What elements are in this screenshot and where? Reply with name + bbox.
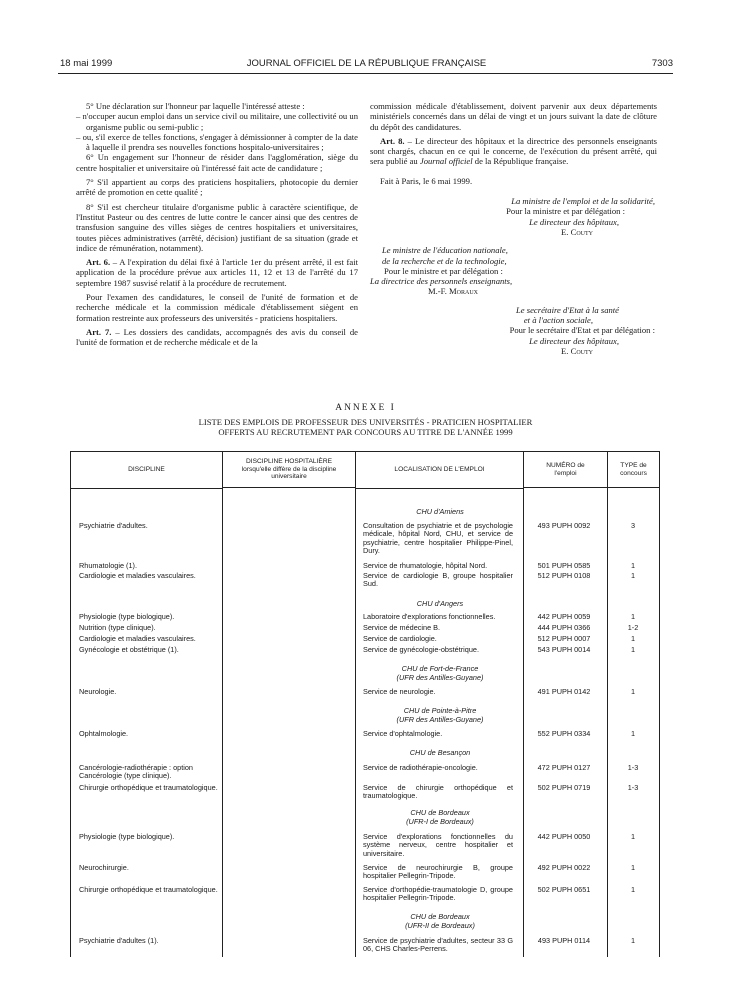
cell-localisation: Consultation de psychiatrie et de psychologie médicale, hôpital Nord, CHU, et service de psychiatrie, centre hospitalier Philippe-Pinel, Dury. bbox=[363, 521, 513, 555]
signature-line: et à l'action sociale, bbox=[523, 315, 593, 326]
cell-numero: 472 PUPH 0127 bbox=[537, 763, 591, 772]
chu-label: CHU de Fort-de-France bbox=[401, 664, 479, 673]
cell-localisation: Service de neurochirurgie B, groupe hospitalier Pellegrin-Tripode. bbox=[363, 863, 513, 881]
paragraph: – Le directeur des hôpitaux et la directrice des personnels enseignants sont chargés, chacun en ce qui le concerne, de l'exécution du présent arrêté, qui sera publié au bbox=[370, 135, 657, 167]
cell-type: 1 bbox=[630, 832, 636, 841]
cell-discipline: Physiologie (type biologique). bbox=[79, 832, 175, 841]
cell-type: 1-3 bbox=[627, 783, 639, 792]
cell-localisation: Service de cardiologie. bbox=[363, 634, 437, 643]
cell-type: 1 bbox=[630, 936, 636, 945]
cell-localisation: Service d'ophtalmologie. bbox=[363, 729, 443, 738]
header-page-number: 7303 bbox=[651, 58, 673, 69]
chu-label: (UFR-I de Bordeaux) bbox=[406, 817, 474, 826]
chu-label: CHU de Bordeaux bbox=[410, 808, 470, 817]
paragraph: – A l'expiration du délai fixé à l'article 1er du présent arrêté, il est fait application de la procédure prévue aux articles 11, 12 et 13 de l'arrêté du 17 septembre 1987 susvisé relatif à la procédure de recrutement. bbox=[76, 257, 359, 288]
cell-numero: 493 PUPH 0092 bbox=[537, 521, 591, 530]
cell-localisation: Service de cardiologie B, groupe hospitalier Sud. bbox=[363, 571, 513, 589]
cell-discipline: Psychiatrie d'adultes. bbox=[79, 521, 148, 530]
signature-block-1 bbox=[370, 196, 657, 237]
annexe-title bbox=[0, 417, 731, 437]
paragraph: 8° S'il est chercheur titulaire d'organisme public à caractère scientifique, de l'Institut Pasteur ou des centres de lutte contre le cancer ainsi que des centres de transfusion sanguine des villes sièges de centres hospitaliers et universitaires, toutes pièces administratives (arrêté, décision) justifiant de sa situation (grade et indice de rémunération, notamment). bbox=[76, 201, 358, 253]
left-column bbox=[76, 101, 358, 348]
cell-discipline: Rhumatologie (1). bbox=[79, 561, 137, 570]
cell-discipline: Cardiologie et maladies vasculaires. bbox=[79, 571, 196, 580]
chu-label: (UFR-II de Bordeaux) bbox=[405, 921, 475, 930]
cell-discipline: Ophtalmologie. bbox=[79, 729, 129, 738]
annexe-title-line: OFFERTS AU RECRUTEMENT PAR CONCOURS AU TITRE DE L'ANNÉE 1999 bbox=[218, 427, 513, 437]
cell-localisation: Service d'orthopédie-traumatologie D, groupe hospitalier Pellegrin-Tripode. bbox=[363, 885, 513, 903]
signature-line: Pour le secrétaire d'Etat et par délégation : bbox=[509, 325, 655, 336]
cell-localisation: Laboratoire d'explorations fonctionnelles. bbox=[363, 612, 496, 621]
positions-table bbox=[70, 451, 660, 957]
chu-label: CHU d'Amiens bbox=[416, 507, 464, 516]
chu-label: (UFR des Antilles-Guyane) bbox=[396, 673, 484, 682]
cell-localisation: Service de médecine B. bbox=[363, 623, 441, 632]
cell-discipline: Chirurgie orthopédique et traumatologique. bbox=[79, 885, 218, 894]
cell-localisation: Service de psychiatrie d'adultes, secteur 33 G 06, CHS Charles-Perrens. bbox=[363, 936, 513, 954]
paragraph: 7° S'il appartient au corps des praticiens hospitaliers, photocopie du dernier arrêté de promotion en cette qualité ; bbox=[76, 177, 358, 198]
cell-numero: 502 PUPH 0651 bbox=[537, 885, 591, 894]
annexe-title-line: LISTE DES EMPLOIS DE PROFESSEUR DES UNIVERSITÉS - PRATICIEN HOSPITALIER bbox=[198, 417, 533, 427]
cell-numero: 543 PUPH 0014 bbox=[537, 645, 591, 654]
cell-numero: 442 PUPH 0059 bbox=[537, 612, 591, 621]
paragraph: Pour l'examen des candidatures, le conseil de l'unité de formation et de recherche médicale et la commission médicale d'établissement siègent en formation restreinte aux professeurs des universités - praticiens hospitaliers. bbox=[76, 292, 358, 323]
cell-discipline: Neurochirurgie. bbox=[79, 863, 129, 872]
running-header bbox=[60, 58, 673, 72]
cell-type: 1 bbox=[630, 687, 636, 696]
signature-block-3 bbox=[370, 305, 657, 356]
cell-discipline: Psychiatrie d'adultes (1). bbox=[79, 936, 159, 945]
annexe-label: ANNEXE I bbox=[335, 403, 396, 413]
cell-localisation: Service de neurologie. bbox=[363, 687, 436, 696]
cell-numero: 552 PUPH 0334 bbox=[537, 729, 591, 738]
header-title: JOURNAL OFFICIEL DE LA RÉPUBLIQUE FRANÇAISE bbox=[246, 58, 487, 69]
col-header-discipline: DISCIPLINE bbox=[71, 452, 222, 489]
col-header-type: TYPE de concours bbox=[608, 452, 659, 488]
cell-localisation: Service de chirurgie orthopédique et traumatologique. bbox=[363, 783, 513, 801]
signature-name: E. Couty bbox=[561, 226, 593, 237]
paragraph: 6° Un engagement sur l'honneur de résider dans l'agglomération, siège du centre hospitalier et universitaire où l'intéressé fait acte de candidature ; bbox=[76, 152, 358, 173]
chu-label: CHU de Bordeaux bbox=[410, 912, 470, 921]
article-7 bbox=[76, 327, 358, 348]
cell-type: 1 bbox=[630, 645, 636, 654]
cell-numero: 444 PUPH 0366 bbox=[537, 623, 591, 632]
cell-discipline: Chirurgie orthopédique et traumatologique. bbox=[79, 783, 218, 792]
cell-localisation: Service de rhumatologie, hôpital Nord. bbox=[363, 561, 488, 570]
chu-label: CHU de Besançon bbox=[409, 748, 471, 757]
paragraph: – Les dossiers des candidats, accompagnés des avis du conseil de l'unité de formation et de recherche médicale et de la bbox=[76, 326, 358, 348]
cell-localisation: Service de radiothérapie-oncologie. bbox=[363, 763, 478, 772]
cell-type: 1 bbox=[630, 729, 636, 738]
cell-localisation: Service de gynécologie-obstétrique. bbox=[363, 645, 480, 654]
cell-type: 1 bbox=[630, 863, 636, 872]
col-header-discipline-hospitaliere: DISCIPLINE HOSPITALIÈRE lorsqu'elle diffère de la discipline universitaire bbox=[223, 452, 355, 488]
signature-line: Le ministre de l'éducation nationale, bbox=[382, 245, 508, 256]
cell-numero: 501 PUPH 0585 bbox=[537, 561, 591, 570]
chu-label: (UFR des Antilles-Guyane) bbox=[396, 715, 484, 724]
header-rule bbox=[58, 73, 673, 74]
cell-discipline: Neurologie. bbox=[79, 687, 117, 696]
chu-label: CHU d'Angers bbox=[416, 599, 464, 608]
cell-numero: 491 PUPH 0142 bbox=[537, 687, 591, 696]
cell-type: 1-3 bbox=[627, 763, 639, 772]
cell-numero: 442 PUPH 0050 bbox=[537, 832, 591, 841]
cell-discipline: Cancérologie-radiothérapie : option Cancérologie (type clinique). bbox=[79, 763, 193, 781]
cell-discipline: Gynécologie et obstétrique (1). bbox=[79, 645, 179, 654]
article-label: Art. 7. bbox=[86, 326, 112, 337]
cell-numero: 512 PUPH 0108 bbox=[537, 571, 591, 580]
cell-type: 1 bbox=[630, 571, 636, 580]
signature-line: Pour la ministre et par délégation : bbox=[506, 206, 625, 217]
signature-name: M.-F. Moraux bbox=[428, 286, 479, 297]
cell-numero: 492 PUPH 0022 bbox=[537, 863, 591, 872]
col-header-localisation: LOCALISATION DE L'EMPLOI bbox=[356, 452, 523, 489]
cell-discipline: Cardiologie et maladies vasculaires. bbox=[79, 634, 196, 643]
cell-numero: 493 PUPH 0114 bbox=[537, 936, 591, 945]
article-label: Art. 8. bbox=[380, 135, 405, 146]
signature-line: Le directeur des hôpitaux, bbox=[529, 335, 619, 346]
cell-discipline: Physiologie (type biologique). bbox=[79, 612, 175, 621]
right-column bbox=[370, 101, 657, 356]
paragraph: commission médicale d'établissement, doivent parvenir aux deux départements ministériels concernés dans un délai de vingt et un jours suivant la date de clôture du dépôt des candidatures. bbox=[370, 101, 657, 132]
cell-numero: 502 PUPH 0719 bbox=[537, 783, 591, 792]
signature-line: Le secrétaire d'Etat à la santé bbox=[516, 304, 619, 315]
paragraph: – ou, s'il exerce de telles fonctions, s'engager à démissionner à compter de la date à laquelle il prendra ses nouvelles fonctions hospitalo-universitaires ; bbox=[76, 131, 358, 153]
article-8 bbox=[370, 136, 657, 167]
cell-type: 1 bbox=[630, 561, 636, 570]
signature-block-2 bbox=[370, 245, 657, 296]
signature-line: Pour le ministre et par délégation : bbox=[384, 265, 503, 276]
article-6 bbox=[76, 257, 358, 288]
cell-type: 3 bbox=[630, 521, 636, 530]
cell-type: 1 bbox=[630, 885, 636, 894]
paragraph: – n'occuper aucun emploi dans un service civil ou militaire, une collectivité ou un organisme public ou semi-public ; bbox=[76, 111, 358, 132]
header-date: 18 mai 1999 bbox=[60, 58, 113, 69]
signature-line: de la recherche et de la technologie, bbox=[382, 255, 507, 266]
article-label: Art. 6. bbox=[86, 257, 111, 268]
paragraph: 5° Une déclaration sur l'honneur par laquelle l'intéressé atteste : bbox=[86, 101, 305, 111]
cell-localisation: Service d'explorations fonctionnelles du système nerveux, centre hospitalier et universitaire. bbox=[363, 832, 513, 858]
cell-type: 1 bbox=[630, 634, 636, 643]
cell-discipline: Nutrition (type clinique). bbox=[79, 623, 156, 632]
col-header-numero: NUMÉRO de l'emploi bbox=[524, 452, 607, 488]
signature-place-date: Fait à Paris, le 6 mai 1999. bbox=[380, 175, 473, 186]
cell-numero: 512 PUPH 0007 bbox=[537, 634, 591, 643]
journal-name: Journal officiel bbox=[419, 156, 473, 167]
signature-line: La ministre de l'emploi et de la solidarité, bbox=[511, 196, 655, 207]
signature-line: La directrice des personnels enseignants, bbox=[370, 276, 513, 287]
cell-type: 1-2 bbox=[627, 623, 639, 632]
chu-label: CHU de Pointe-à-Pitre bbox=[403, 706, 477, 715]
paragraph: de la République française. bbox=[472, 156, 569, 167]
signature-name: E. Couty bbox=[561, 345, 593, 356]
signature-line: Le directeur des hôpitaux, bbox=[529, 216, 619, 227]
cell-type: 1 bbox=[630, 612, 636, 621]
